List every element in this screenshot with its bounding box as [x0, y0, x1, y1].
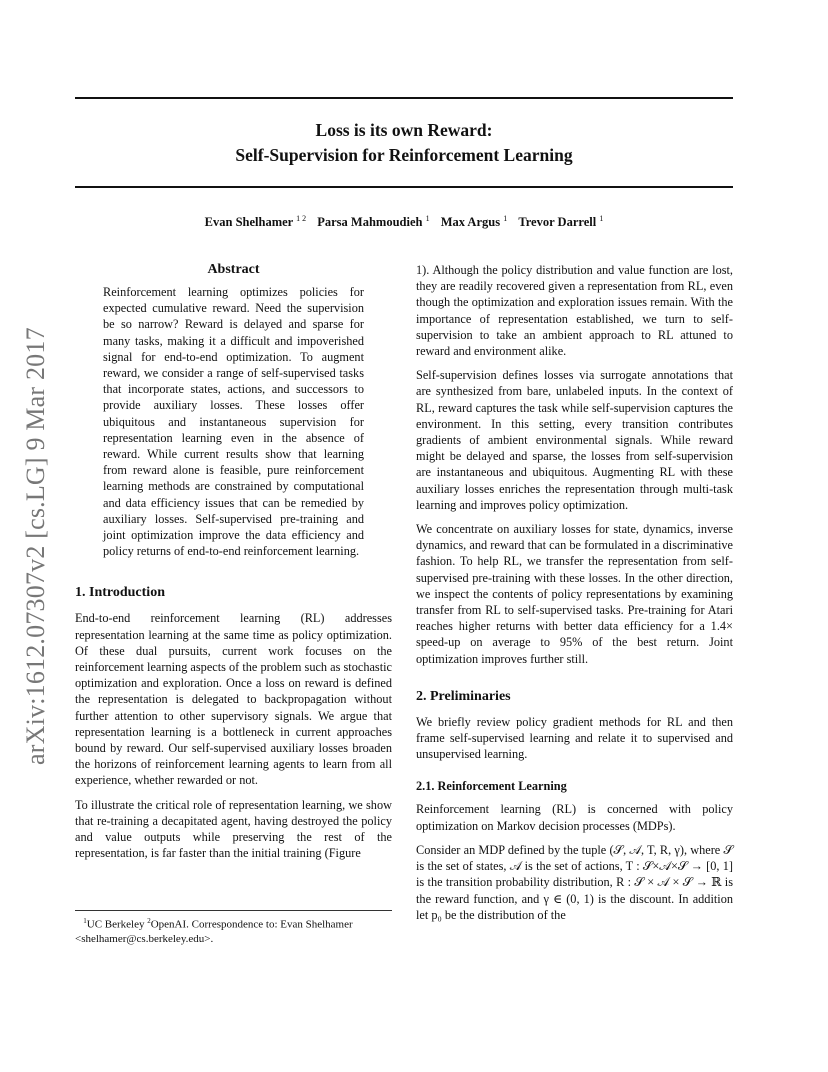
right-paragraph-3: We concentrate on auxiliary losses for state, dynamics, inverse dynamics, and reward that can be formulated in a discriminative fashion. To help RL, we transfer the representation from self-supervised pre-training with these losses. In the other direction, we inspect the contents of policy representations by examining transfer from RL to self-supervised tasks. Pre-training for Atari reaches higher returns with better data efficiency for a 1.4× speed-up on average to 95% of the best return. Joint optimization improves further still.	[416, 522, 733, 666]
arxiv-identifier: arXiv:1612.07307v2 [cs.LG] 9 Mar 2017	[21, 327, 50, 765]
author-list	[75, 214, 733, 230]
intro-paragraph-1: End-to-end reinforcement learning (RL) addresses representation learning at the same time as policy optimization. Of these dual pursuits, current work focuses on the reinforcement learning aspects of the problem such as stochastic optimization and exploration. Once a loss on reward is defined the representation is delegated to backpropagation without further attention to other supervisory signals. We argue that representation learning is a bottleneck in current approaches bound by reward. Our self-supervised auxiliary losses broaden the horizons of reinforcement learning agents to learn from all experience, whether rewarded or not.	[75, 611, 392, 788]
footnote-affiliation-2: OpenAI. Correspondence to: Evan Shelhamer <shelhamer@cs.berkeley.edu>.	[75, 918, 353, 946]
rl-paragraph-1: Reinforcement learning (RL) is concerned with policy optimization on Markov decision processes (MDPs).	[416, 802, 733, 833]
section-heading-introduction: 1. Introduction	[75, 585, 165, 601]
rl-paragraph-2: Consider an MDP defined by the tuple (𝒮, 𝒜, T, R, γ), where 𝒮 is the set of states, 𝒜 is the set of actions, T : 𝒮×𝒜×𝒮 → [0, 1] is the transition probability distribution, R : 𝒮 × 𝒜 × 𝒮 → ℝ is the reward function, and γ ∈ (0, 1) is the discount. In addition let p₀ be the distribution of the	[416, 842, 733, 922]
right-column	[416, 262, 733, 931]
right-paragraph-2: Self-supervision defines losses via surrogate annotations that are synthesized from bare, unlabeled inputs. In the context of RL, reward captures the task while self-supervision captures the environment. In this setting, every transition contributes gradients of ambient environmental signals. While reward might be delayed and sparse, the losses from self-supervision are instantaneous and ubiquitous. Augmenting RL with these auxiliary losses enriches the representation through multi-task learning and improves policy optimization.	[416, 368, 733, 512]
author-2: Parsa Mahmoudieh $^1$	[317, 214, 430, 230]
figure-reference-link[interactable]: 1	[416, 263, 423, 277]
author-4: Trevor Darrell $^1$	[518, 214, 604, 230]
right-paragraph-1: 1). Although the policy distribution and value function are lost, they are readily recovered given a representation from RL, even though the optimization and exploration issues remain. With the importance of representation established, we turn to self-supervision to take an ambient approach to RL attuned to reward and environment alike.	[416, 263, 733, 359]
footnote-affiliation-1: UC Berkeley	[86, 918, 148, 931]
abstract-text: Reinforcement learning optimizes policies for expected cumulative reward. Need the supervision be so narrow? Reward is delayed and sparse for many tasks, making it a difficult and impoverished signal for end-to-end optimization. To augment reward, we consider a range of self-supervised tasks that incorporate states, actions, and successors to provide auxiliary losses. These losses offer ubiquitous and instantaneous supervision for representation learning even in the absence of reward. While current results show that learning from reward alone is feasible, pure reinforcement learning methods are constrained by computational and data efficiency issues that can be remedied by auxiliary losses. Self-supervised pre-training and joint optimization improve the data efficiency and policy returns of end-to-end reinforcement learning.	[103, 285, 364, 559]
title-bottom-rule	[75, 186, 733, 188]
footnote: $^1$UC Berkeley $^2$OpenAI. Correspondence to: Evan Shelhamer <shelhamer@cs.berkeley.edu>.	[75, 910, 392, 947]
abstract-heading: Abstract	[207, 262, 260, 277]
paper-title	[75, 118, 733, 168]
section-heading-preliminaries: 2. Preliminaries	[416, 688, 511, 704]
intro-paragraph-2: To illustrate the critical role of representation learning, we show that re-training a decapitated agent, having destroyed the policy and value outputs while preserving the rest of the representation, is far faster than the initial training (Figure	[75, 797, 392, 861]
left-column	[75, 262, 392, 870]
preliminaries-paragraph: We briefly review policy gradient methods for RL and then frame self-supervised learning and relate it to supervised and unsupervised learning.	[416, 714, 733, 762]
abstract	[75, 262, 392, 559]
author-3: Max Argus $^1$	[440, 214, 508, 230]
author-1: Evan Shelhamer $^{1 2}$	[204, 214, 307, 230]
title-line-2: Self-Supervision for Reinforcement Learning	[235, 145, 573, 165]
title-line-1: Loss is its own Reward:	[315, 120, 493, 140]
top-rule	[75, 97, 733, 99]
subsection-heading-rl: 2.1. Reinforcement Learning	[416, 779, 567, 794]
